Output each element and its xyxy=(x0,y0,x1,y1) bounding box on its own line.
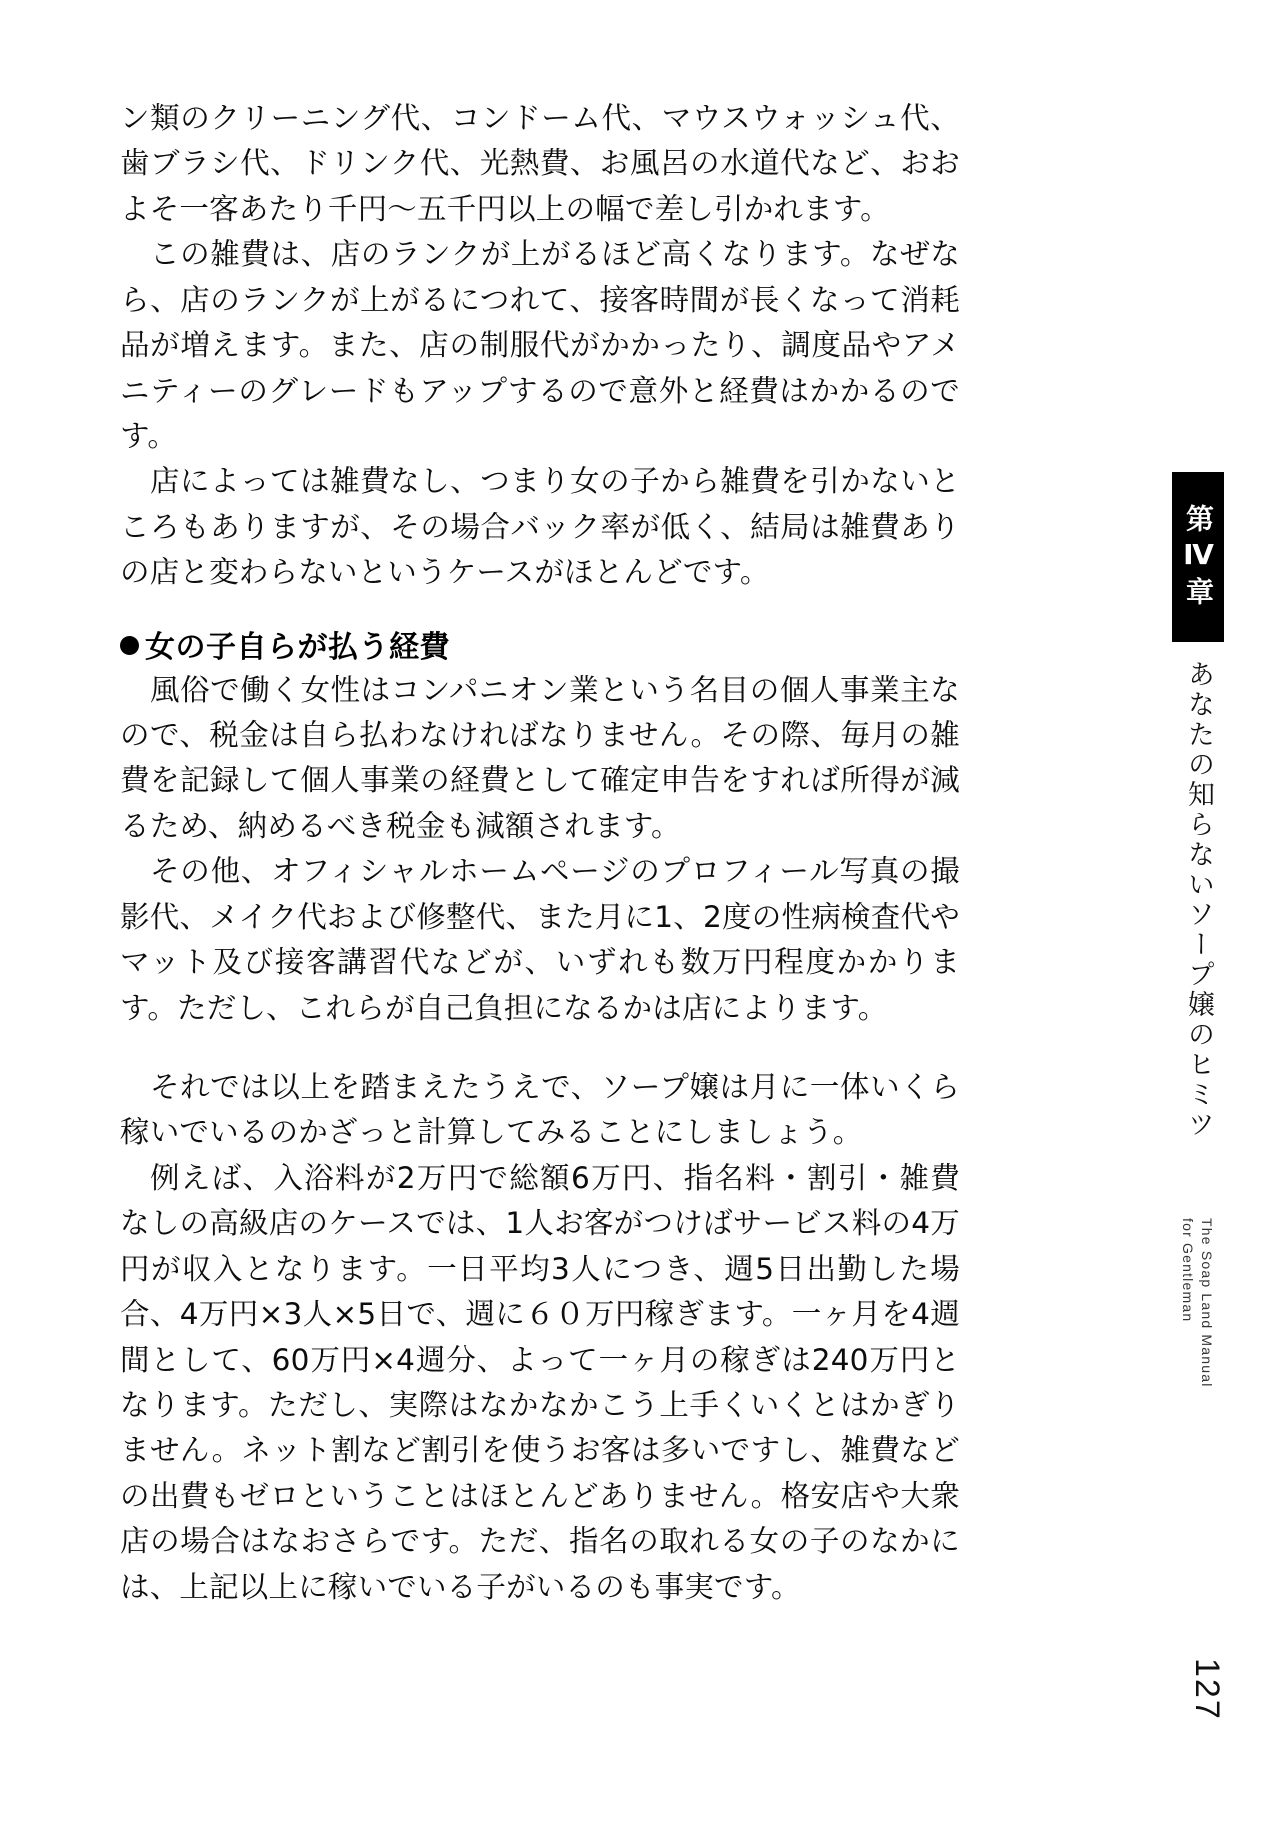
bullet-icon xyxy=(120,636,139,655)
paragraph-spacer xyxy=(120,1031,960,1065)
paragraph: その他、オフィシャルホームページのプロフィール写真の撮影代、メイク代および修整代、また月に1、2度の性病検査代やマット及び接客講習代などが、いずれも数万円程度かかります。ただし、これらが自己負担になるかは店によります。 xyxy=(120,854,960,1025)
running-foot-line-1: The Soap Land Manual xyxy=(1199,1218,1215,1388)
section-heading xyxy=(120,622,960,666)
paragraph: ン類のクリーニング代、コンドーム代、マウスウォッシュ代、歯ブラシ代、ドリンク代、光熱費、お風呂の水道代など、おおよそ一客あたり千円〜五千円以上の幅で差し引かれます。 xyxy=(120,101,960,226)
section-heading-label: 女の子自らが払う経費 xyxy=(145,629,450,665)
chapter-tab xyxy=(1172,472,1224,642)
paragraph: この雑費は、店のランクが上がるほど高くなります。なぜなら、店のランクが上がるにつれて、接客時間が長くなって消耗品が増えます。また、店の制服代がかかったり、調度品やアメニティーのグレードもアップするので意外と経費はかかるのです。 xyxy=(120,237,960,453)
paragraph: それでは以上を踏まえたうえで、ソープ嬢は月に一体いくら稼いでいるのかざっと計算してみることにしましょう。 xyxy=(120,1070,960,1150)
paragraph: 店によっては雑費なし、つまり女の子から雑費を引かないところもありますが、その場合バック率が低く、結局は雑費ありの店と変わらないというケースがほとんどです。 xyxy=(120,464,960,590)
page-number: 127 xyxy=(1188,1658,1226,1721)
running-title: あなたの知らないソープ嬢のヒミツ xyxy=(1183,660,1214,1140)
running-foot xyxy=(1178,1218,1216,1388)
chapter-tab-label: 第Ⅳ章 xyxy=(1182,503,1215,611)
running-foot-line-2: for Gentleman xyxy=(1180,1218,1197,1323)
body-text-column xyxy=(120,96,960,1610)
paragraph: 風俗で働く女性はコンパニオン業という名目の個人事業主なので、税金は自ら払わなければなりません。その際、毎月の雑費を記録して個人事業の経費として確定申告をすれば所得が減るため、納めるべき税金も減額されます。 xyxy=(120,672,960,843)
paragraph: 例えば、入浴料が2万円で総額6万円、指名料・割引・雑費なしの高級店のケースでは、1人お客がつけばサービス料の4万円が収入となります。一日平均3人につき、週5日出勤した場合、4万円×3人×5日で、週に６０万円稼ぎます。一ヶ月を4週間として、60万円×4週分、よって一ヶ月の稼ぎは240万円となります。ただし、実際はなかなかこう上手くいくとはかぎりません。ネット割など割引を使うお客は多いですし、雑費などの出費もゼロということはほとんどありません。格安店や大衆店の場合はなおさらです。ただ、指名の取れる女の子のなかには、上記以上に稼いでいる子がいるのも事実です。 xyxy=(120,1160,960,1604)
